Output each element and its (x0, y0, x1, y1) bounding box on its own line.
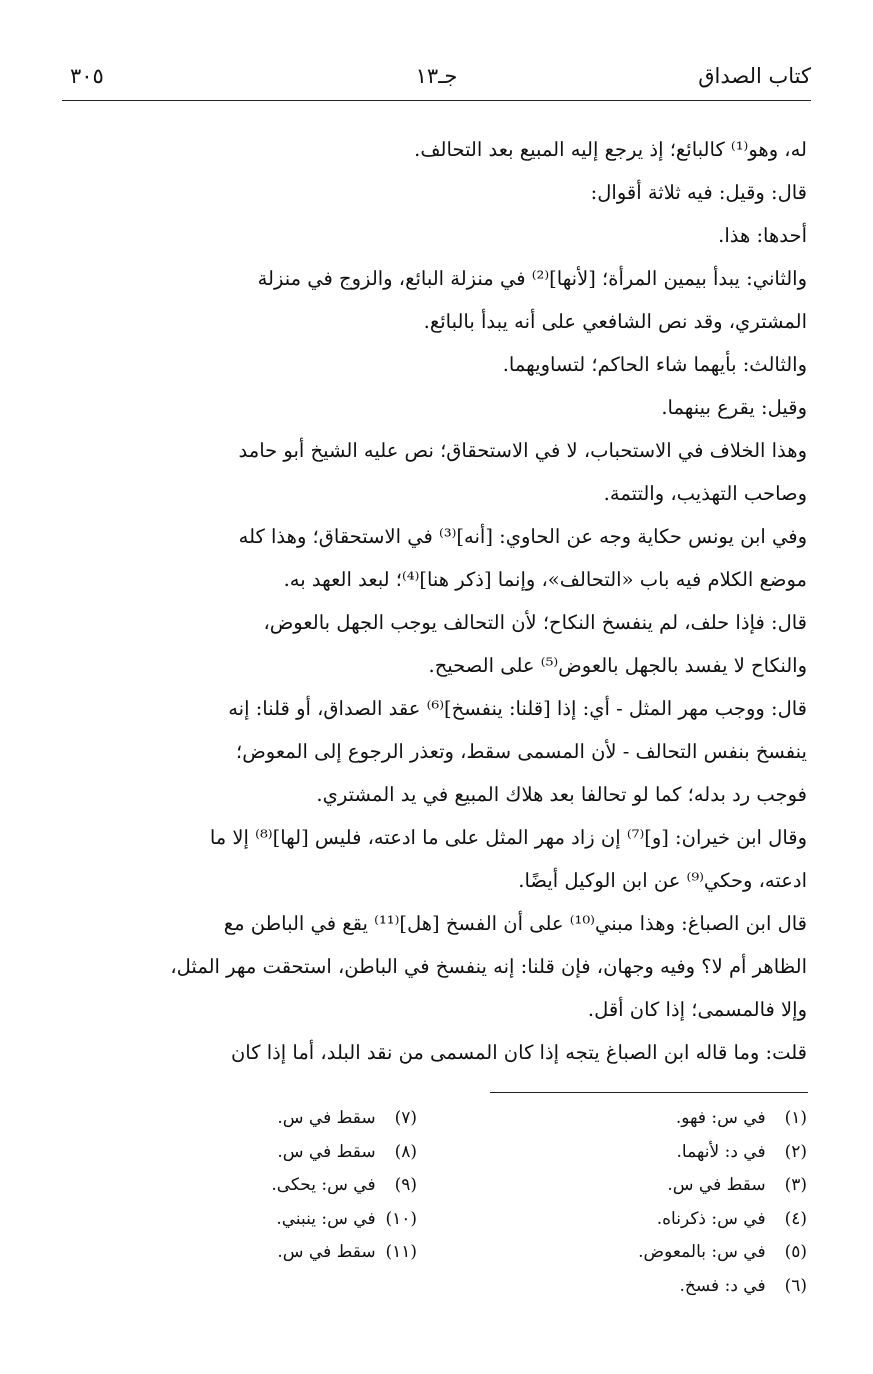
footnotes-column-right (477, 1102, 807, 1303)
footnote-number: (١١) (385, 1242, 417, 1262)
footnote-number: (٨) (394, 1141, 417, 1162)
text-line: له، وهو⁽¹⁾ كالبائع؛ إذ يرجع إليه المبيع بعد التحالف. (414, 138, 807, 161)
footnote-number: (٤) (784, 1208, 807, 1229)
footnote (87, 1236, 417, 1270)
text-line: قال: وقيل: فيه ثلاثة أقوال: (590, 181, 807, 204)
footnote (87, 1136, 417, 1170)
footnotes-column-left (87, 1102, 417, 1270)
footnote-number: (١٠) (385, 1208, 417, 1229)
text-line: قلت: وما قاله ابن الصباغ يتجه إذا كان المسمى من نقد البلد، أما إذا كان (230, 1041, 807, 1064)
text-line: أحدها: هذا. (718, 224, 807, 247)
text-line: ينفسخ بنفس التحالف - لأن المسمى سقط، وتعذر الرجوع إلى المعوض؛ (236, 740, 807, 763)
footnote-number: (٣) (784, 1175, 807, 1195)
text-line: قال: ووجب مهر المثل - أي: إذا [قلنا: ينفسخ]⁽⁶⁾ عقد الصداق، أو قلنا: إنه (228, 697, 807, 720)
footnote-text: في س: ينبني. (276, 1208, 376, 1229)
main-text (66, 128, 807, 1074)
footnote-number: (٩) (394, 1175, 417, 1195)
footnote-text: سقط في س. (277, 1242, 376, 1262)
footnote (477, 1169, 807, 1203)
footnote (477, 1102, 807, 1136)
footnote (477, 1136, 807, 1170)
text-line: وقال ابن خيران: [و]⁽⁷⁾ إن زاد مهر المثل على ما ادعته، فليس [لها]⁽⁸⁾ إلا ما (209, 826, 807, 849)
footnote (87, 1169, 417, 1203)
footnote-number: (٢) (784, 1141, 807, 1162)
footnote (477, 1203, 807, 1237)
page-number: ٣٠٥ (70, 64, 104, 88)
text-line: ادعته، وحكي⁽⁹⁾ عن ابن الوكيل أيضًا. (518, 869, 807, 892)
volume-label: جـ١٣ (415, 64, 458, 88)
footnote-text: في س: فهو. (675, 1108, 766, 1128)
text-line: والثالث: بأيهما شاء الحاكم؛ لتساويهما. (502, 353, 807, 376)
footnote-text: في س: يحكى. (271, 1175, 376, 1195)
footnote-text: في د: لأنهما. (676, 1141, 766, 1162)
footnote (477, 1236, 807, 1270)
footnote (87, 1203, 417, 1237)
footnote-number: (٧) (394, 1108, 417, 1128)
book-title: كتاب الصداق (698, 64, 811, 88)
footnote-text: في س: ذكرناه. (656, 1208, 766, 1229)
footnote-text: سقط في س. (667, 1175, 766, 1195)
text-line: فوجب رد بدله؛ كما لو تحالفا بعد هلاك المبيع في يد المشتري. (316, 783, 807, 806)
text-line: والنكاح لا يفسد بالجهل بالعوض⁽⁵⁾ على الصحيح. (428, 654, 807, 677)
text-line: وإلا فالمسمى؛ إذا كان أقل. (587, 998, 807, 1021)
footnote-text: في د: فسخ. (679, 1275, 766, 1296)
footnote (87, 1102, 417, 1136)
running-header (62, 64, 811, 98)
header-divider (62, 100, 811, 101)
footnote-number: (٦) (784, 1275, 807, 1296)
text-line: قال: فإذا حلف، لم ينفسخ النكاح؛ لأن التحالف يوجب الجهل بالعوض، (263, 611, 807, 634)
text-line: موضع الكلام فيه باب «التحالف»، وإنما [ذكر هنا]⁽⁴⁾؛ لبعد العهد به. (283, 568, 807, 591)
footnote-number: (٥) (784, 1242, 807, 1262)
text-line: والثاني: يبدأ بيمين المرأة؛ [لأنها]⁽²⁾ في منزلة البائع، والزوج في منزلة (257, 267, 807, 290)
text-line: وفي ابن يونس حكاية وجه عن الحاوي: [أنه]⁽³⁾ في الاستحقاق؛ وهذا كله (238, 525, 807, 548)
text-line: المشتري، وقد نص الشافعي على أنه يبدأ بالبائع. (423, 310, 807, 333)
text-line: وصاحب التهذيب، والتتمة. (603, 482, 807, 505)
footnote (477, 1270, 807, 1304)
text-line: الظاهر أم لا؟ وفيه وجهان، فإن قلنا: إنه ينفسخ في الباطن، استحقت مهر المثل، (170, 955, 807, 978)
text-line: وهذا الخلاف في الاستحباب، لا في الاستحقاق؛ نص عليه الشيخ أبو حامد (238, 439, 807, 462)
text-line: وقيل: يقرع بينهما. (661, 396, 807, 419)
footnote-divider (490, 1092, 808, 1093)
footnote-number: (١) (784, 1108, 807, 1128)
footnote-text: سقط في س. (277, 1141, 376, 1162)
text-line: قال ابن الصباغ: وهذا مبني⁽¹⁰⁾ على أن الفسخ [هل]⁽¹¹⁾ يقع في الباطن مع (223, 912, 807, 935)
footnote-text: سقط في س. (277, 1108, 376, 1128)
footnote-text: في س: بالمعوض. (638, 1242, 766, 1262)
